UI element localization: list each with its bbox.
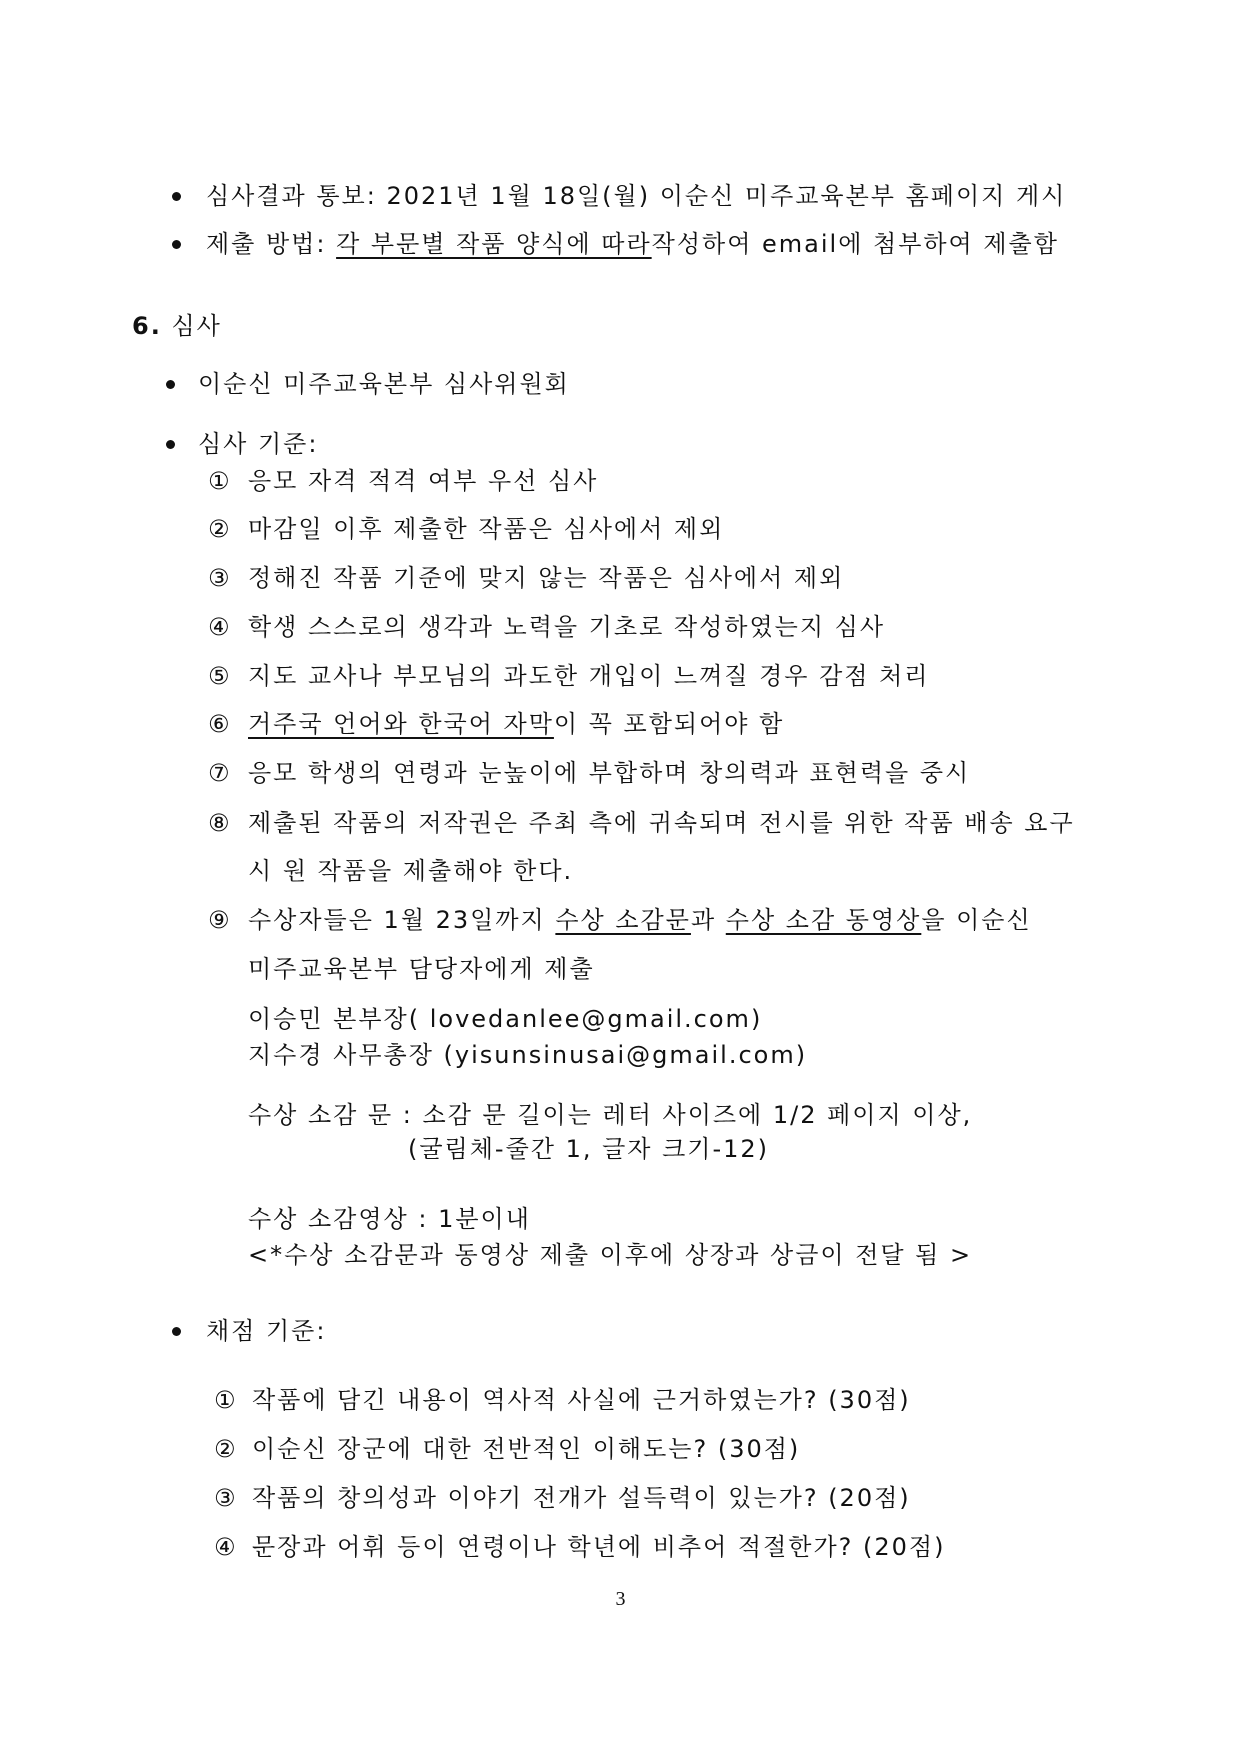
criteria-item-3 [208,563,844,593]
section-6-heading [132,311,222,341]
criteria-text: 이 꼭 포함되어야 함 [553,710,785,738]
result-notice-text: 2021년 1월 18일(월) 이순신 미주교육본부 홈페이지 게시 [386,182,1067,210]
scoring-item-4 [214,1532,945,1562]
criteria-text: 학생 스스로의 생각과 노력을 기초로 작성하였는지 심사 [248,613,886,641]
criteria-number: ④ [208,613,232,641]
scoring-text: 작품의 창의성과 이야기 전개가 설득력이 있는가? (20점) [252,1484,911,1512]
award-notice-line: <*수상 소감문과 동영상 제출 이후에 상장과 상금이 전달 됨 > [248,1241,973,1269]
bullet-icon [172,192,181,201]
criteria-text: 마감일 이후 제출한 작품은 심사에서 제외 [248,515,725,543]
criteria-item-9-continued: 미주교육본부 담당자에게 제출 [248,955,595,983]
result-notice-label: 심사결과 통보: [206,182,377,210]
bullet-icon [172,240,181,249]
criteria-number: ⑥ [208,710,232,738]
criteria-number: ⑤ [208,662,232,690]
criteria-underlined: 수상 소감 동영상 [725,906,922,934]
scoring-item-3 [214,1483,911,1513]
scoring-text: 이순신 장군에 대한 전반적인 이해도는? (30점) [252,1435,801,1463]
bullet-icon [166,380,175,389]
criteria-text: 응모 자격 적격 여부 우선 심사 [248,467,599,495]
scoring-text: 문장과 어휘 등이 연령이나 학년에 비추어 적절한가? (20점) [252,1533,946,1561]
scoring-item-2 [214,1434,800,1464]
criteria-text: 제출된 작품의 저작권은 주최 측에 귀속되며 전시를 위한 작품 배송 요구 [248,809,1075,837]
speech-requirement-line-2: (굴림체-줄간 1, 글자 크기-12) [408,1135,770,1163]
criteria-item-6 [208,709,784,739]
criteria-item-4 [208,612,885,642]
criteria-text: 응모 학생의 연령과 눈높이에 부합하며 창의력과 표현력을 중시 [248,759,971,787]
criteria-item-8-continued: 시 원 작품을 제출해야 한다. [248,857,574,885]
criteria-number: ⑧ [208,809,232,837]
committee-text: 이순신 미주교육본부 심사위원회 [198,370,570,398]
section-number: 6. [132,312,162,340]
criteria-number: ③ [208,564,232,592]
scoring-label: 채점 기준: [206,1317,327,1345]
submission-method-label: 제출 방법: [206,230,327,258]
bullet-icon [172,1327,181,1336]
submission-method-underlined: 각 부문별 작품 양식에 따라 [336,230,652,258]
criteria-underlined: 수상 소감문 [555,906,691,934]
scoring-number: ② [214,1435,238,1463]
criteria-number: ② [208,515,232,543]
bullet-icon [166,440,175,449]
contact-1: 이승민 본부장( lovedanlee@gmail.com) [248,1005,763,1033]
result-notice-line [206,181,1066,211]
submission-method-line [206,229,1059,259]
criteria-text: 정해진 작품 기준에 맞지 않는 작품은 심사에서 제외 [248,564,845,592]
video-requirement-line: 수상 소감영상 : 1분이내 [248,1205,531,1233]
criteria-number: ⑦ [208,759,232,787]
scoring-number: ① [214,1386,238,1414]
criteria-number: ① [208,467,232,495]
submission-method-text: 작성하여 email에 첨부하여 제출함 [651,230,1059,258]
criteria-text: 과 [690,906,717,934]
section-title: 심사 [171,312,222,340]
criteria-item-2 [208,514,724,544]
criteria-number: ⑨ [208,906,232,934]
scoring-number: ④ [214,1533,238,1561]
contact-2: 지수경 사무총장 (yisunsinusai@gmail.com) [248,1041,808,1069]
criteria-text: 수상자들은 1월 23일까지 [248,906,546,934]
criteria-text: 을 이순신 [921,906,1032,934]
scoring-item-1 [214,1385,911,1415]
criteria-text: 지도 교사나 부모님의 과도한 개입이 느껴질 경우 감점 처리 [248,662,930,690]
criteria-label: 심사 기준: [198,430,319,458]
speech-requirement-line-1: 수상 소감 문 : 소감 문 길이는 레터 사이즈에 1/2 페이지 이상, [248,1101,973,1129]
criteria-item-7 [208,758,970,788]
criteria-underlined: 거주국 언어와 한국어 자막 [248,710,554,738]
criteria-item-8 [208,808,1075,838]
scoring-text: 작품에 담긴 내용이 역사적 사실에 근거하였는가? (30점) [252,1386,911,1414]
criteria-item-9 [208,905,1032,935]
criteria-item-1 [208,466,598,496]
scoring-number: ③ [214,1484,238,1512]
page-number: 3 [615,1588,626,1610]
criteria-item-5 [208,661,929,691]
